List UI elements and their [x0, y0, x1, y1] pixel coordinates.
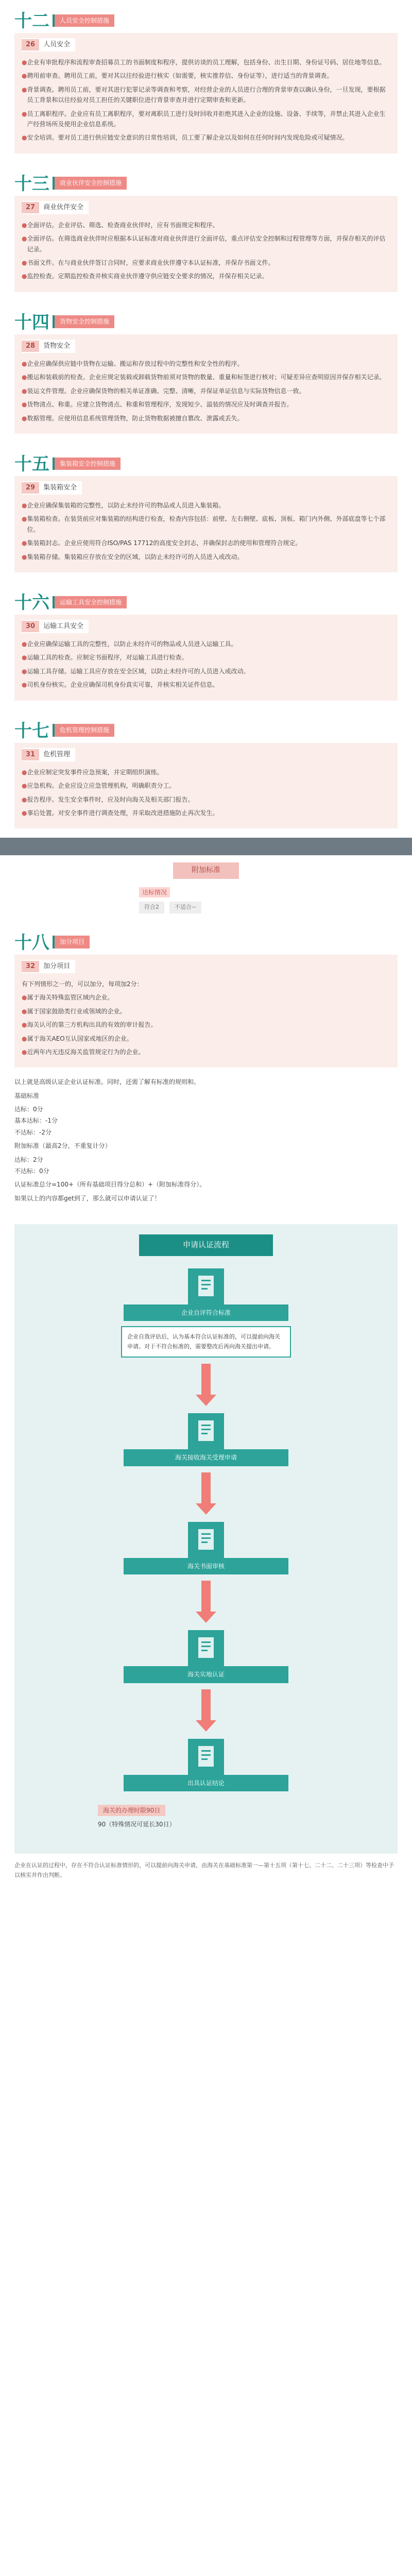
step-icon	[188, 1630, 224, 1666]
sub-title: 人员安全	[43, 41, 71, 48]
bullet-text: 员工离职程序。企业应有员工离职程序，要对离职员工进行及时回收并拒绝其进入企业的设施、设备、手续等，并禁止其进入企业生产经营场所及使用企业信息系统。	[27, 110, 386, 128]
flow-steps	[14, 1268, 398, 1791]
flow-arrow-shaft	[201, 1689, 211, 1720]
sub-header	[22, 340, 75, 353]
step-icon	[188, 1413, 224, 1449]
flow-step-4: 出具认证结论	[124, 1775, 288, 1791]
bullet-dot-icon: ●	[22, 59, 27, 66]
bullet-text: 全面评估。企业评估、筛选、检查商业伙伴时，应有书面规定和程序。	[27, 221, 219, 229]
sub-header	[22, 481, 82, 495]
section-divider	[0, 838, 412, 855]
sub-title: 商业伙伴安全	[43, 203, 84, 211]
bullet-dot-icon: ●	[22, 414, 27, 422]
bullet-item	[22, 386, 390, 396]
sub-number: 28	[22, 341, 39, 352]
bullet-item	[22, 794, 390, 805]
standards-sections	[0, 0, 412, 828]
bullet-text: 运输工具的检查。应制定书面程序，对运输工具进行检查。	[27, 654, 188, 662]
bullet-text: 事后处置。对安全事件进行调查处理，并采取改进措施防止再次发生。	[27, 809, 219, 817]
sub-header	[22, 748, 75, 761]
bullet-dot-icon: ●	[22, 809, 27, 817]
bonus-bullet	[22, 1047, 390, 1057]
additional-status-box	[139, 887, 273, 913]
bullet-text: 运输工具存储。运输工具应存放在安全区域，以防止未经许可的人员进入或改动。	[27, 667, 250, 675]
bullet-dot-icon: ●	[22, 640, 27, 648]
additional-options	[139, 902, 273, 913]
bullet-text: 企业有审批程序和流程审查招募员工的书面制度和程序，提供访谈的员工理解，包括身份、出生日期、身份证号码、居住地等信息。	[27, 59, 386, 66]
sub-number: 29	[22, 482, 39, 494]
final-note: 企业在认证的过程中，存在不符合认证标准情形的，可以提前向海关申请，由海关在基础标准第一—第十五项（第十七、二十二、二十三项）等检查中予以核实并作出判断。	[14, 1861, 394, 1878]
bullet-dot-icon: ●	[22, 539, 27, 547]
section-number: 十八	[14, 932, 49, 953]
bullet-item	[22, 680, 390, 690]
bullet-item	[22, 538, 390, 548]
bullet-item	[22, 57, 390, 67]
section-5	[0, 710, 412, 829]
flow-step-1: 海关接收海关受理申请	[124, 1449, 288, 1466]
down-arrow-icon	[196, 1612, 216, 1623]
section-card	[14, 615, 398, 701]
bullet-text: 近两年内无违反海关监管规定行为的企业。	[27, 1048, 145, 1056]
bullet-text: 企业应确保供应链中货物在运输、搬运和存放过程中的完整性和安全性的程序。	[27, 360, 244, 367]
additional-standard-block	[142, 862, 270, 879]
sub-number: 30	[22, 621, 39, 632]
section-number: 十六	[14, 592, 49, 613]
section-4	[0, 582, 412, 701]
sub-number: 27	[22, 202, 39, 213]
bullet-text: 监控检查。定期监控检查并核实商业伙伴遵守供应链安全要求的情况，并保存相关记录。	[27, 273, 268, 280]
section-card	[14, 33, 398, 154]
bullet-text: 属于海关AEO互认国家或地区的企业。	[27, 1035, 133, 1042]
section-header	[0, 443, 412, 473]
bullet-text: 司机身份核实。企业应确保司机身份真实可靠，并核实相关证件信息。	[27, 681, 219, 689]
bullet-text: 数据管理。应使用信息系统管理货物，防止货物数据被擅自篡改、泄露或丢失。	[27, 414, 244, 422]
bullet-dot-icon: ●	[22, 667, 27, 675]
flow-arrow-shaft	[201, 1472, 211, 1503]
bullet-text: 企业应确保运输工具的完整性，以防止未经许可的物品或人员进入运输工具。	[27, 640, 237, 648]
section-number: 十四	[14, 312, 49, 333]
score-item: 基本达标：-1分	[14, 1117, 58, 1125]
bullet-item	[22, 514, 390, 535]
bullet-dot-icon: ●	[22, 768, 27, 776]
section-header	[0, 163, 412, 193]
bullet-item	[22, 767, 390, 777]
bullet-dot-icon: ●	[22, 1021, 27, 1029]
down-arrow-icon	[196, 1395, 216, 1406]
bullet-text: 搬运和装载前的检查。企业应规定装载或卸载货物前须对货物的数量、重量和标签进行核对；可疑差异应查明原因并保存相关记录。	[27, 374, 386, 381]
bullet-dot-icon: ●	[22, 374, 27, 381]
section-header	[0, 0, 412, 30]
flow-step-2: 海关书面审核	[124, 1558, 288, 1574]
bullet-item	[22, 271, 390, 281]
bullet-dot-icon: ●	[22, 553, 27, 561]
bullet-dot-icon: ●	[22, 654, 27, 662]
section-tag: 商业伙伴安全控制措施	[53, 177, 127, 189]
section-number: 十七	[14, 720, 49, 741]
bullet-item	[22, 372, 390, 382]
section-header	[0, 710, 412, 740]
section-tag: 危机管理控制措施	[53, 724, 114, 736]
bullet-item	[22, 220, 390, 230]
bullet-text: 集装箱封志。企业应使用符合ISO/PAS 17712的高度安全封志，并确保封志的使用和管理符合规定。	[27, 539, 302, 547]
bullet-dot-icon: ●	[22, 134, 27, 142]
bullet-text: 背景调查。聘用员工前，要对其进行犯罪记录等调查和考察，对经营企业的人员进行合理的背景审查以确认身份，一旦发现，要根据员工背景和以往经验对员工担任的关键职位进行背景审查并进行定期审查和更新。	[27, 86, 386, 104]
section-header	[0, 922, 412, 952]
section-header	[0, 301, 412, 331]
section-header	[0, 582, 412, 612]
section-0	[0, 0, 412, 154]
bullet-dot-icon: ●	[22, 387, 27, 395]
bullet-dot-icon: ●	[22, 994, 27, 1002]
bullet-dot-icon: ●	[22, 515, 27, 523]
flow-arrow-shaft	[201, 1581, 211, 1612]
down-arrow-icon	[196, 1720, 216, 1732]
section-card	[14, 196, 398, 292]
bullet-text: 企业应确保集装箱的完整性，以防止未经许可的物品或人员进入集装箱。	[27, 502, 225, 510]
sub-title: 加分项目	[43, 962, 71, 970]
sub-header	[22, 38, 75, 52]
bullet-item	[22, 359, 390, 369]
bullet-item	[22, 552, 390, 562]
section-card	[14, 743, 398, 829]
bullet-text: 集装箱存储。集装箱应存放在安全的区域，以防止未经许可的人员进入或改动。	[27, 553, 244, 561]
closing-text: 如果以上的内容都get到了，那么就可以申请认证了！	[14, 1194, 161, 1202]
bullet-dot-icon: ●	[22, 795, 27, 803]
bullet-item	[22, 500, 390, 511]
bullet-item	[22, 399, 390, 410]
flow-note: 企业自我评估后，认为基本符合认证标准的，可以提前向海关申请。对于不符合标准的，需要整改后再向海关提出申请。	[121, 1326, 291, 1358]
bonus-bullet	[22, 1006, 390, 1016]
bullet-dot-icon: ●	[22, 1048, 27, 1056]
bullet-item	[22, 132, 390, 143]
base-label: 基础标准	[14, 1092, 40, 1099]
sub-header	[22, 620, 89, 633]
section-card	[14, 955, 398, 1067]
bullet-dot-icon: ●	[22, 1035, 27, 1042]
flow-end-row-1	[98, 1805, 314, 1816]
bullet-dot-icon: ●	[22, 502, 27, 510]
sub-title: 集装箱安全	[43, 483, 77, 492]
bullet-item	[22, 71, 390, 81]
sub-title: 危机管理	[43, 750, 71, 758]
flow-step-3: 海关实地认证	[124, 1666, 288, 1683]
section-tag: 人员安全控制措施	[53, 14, 114, 27]
score-item: 达标：2分	[14, 1156, 43, 1163]
section-1	[0, 163, 412, 292]
bullet-dot-icon: ●	[22, 86, 27, 93]
bullet-text: 货物清点、称重。应建立货物清点、称重和管理程序，发现短少、溢装的情况应及时调查并报告。	[27, 401, 293, 409]
bullet-item	[22, 258, 390, 268]
addl-label: 附加标准（最高2分，不重复计分）	[14, 1142, 111, 1150]
sub-number: 31	[22, 749, 39, 760]
step-icon	[188, 1739, 224, 1775]
score-item: 不达标：0分	[14, 1167, 49, 1175]
option-comply: 符合2	[139, 902, 164, 913]
section-2	[0, 301, 412, 434]
bullet-text: 书面文件。在与商业伙伴签订合同时，应要求商业伙伴遵守本认证标准，并保存书面文件。	[27, 259, 274, 267]
section-card	[14, 476, 398, 572]
bonus-bullet	[22, 1020, 390, 1030]
bullet-text: 聘用前审查。聘用员工前，要对其以往经验进行核实（如需要，核实推荐信、身份证等），进行适当的背景调查。	[27, 72, 333, 80]
additional-title: 附加标准	[173, 862, 239, 879]
bullet-item	[22, 109, 390, 130]
bullet-item	[22, 666, 390, 676]
bullet-item	[22, 808, 390, 818]
section-tag: 集装箱安全控制措施	[53, 457, 121, 470]
bullet-text: 安全培训。要对员工进行供应链安全意识的日常性培训，员工要了解企业以及如何在任何时间内发现危险或可疑情况。	[27, 134, 349, 142]
time-extension-text: 90（特殊情况可延长30日）	[98, 1821, 176, 1828]
section-bonus	[0, 922, 412, 1067]
flow-title: 申请认证流程	[139, 1234, 273, 1256]
bullet-item	[22, 413, 390, 423]
option-not-applicable: 不适合~	[169, 902, 201, 913]
time-limit-tag: 海关的办理时限90日	[98, 1805, 165, 1816]
bonus-intro-text: 有下列情形之一的，可以加分，每项加2分：	[22, 980, 143, 988]
bonus-bullet	[22, 1033, 390, 1044]
bullet-text: 属于国家鼓励类行业或领域的企业。	[27, 1007, 126, 1015]
bullet-text: 集装箱检查。在装货前应对集装箱的结构进行检查，检查内容包括：前壁、左右侧壁、底板、顶板、箱门内外侧、外部底盘等七个部位。	[27, 515, 386, 533]
bonus-bullets	[22, 992, 390, 1057]
bullet-dot-icon: ●	[22, 72, 27, 80]
bullet-dot-icon: ●	[22, 681, 27, 689]
summary-intro: 以上就是高级认证企业认证标准。同时，还需了解有标准的规则和。	[14, 1078, 200, 1086]
section-tag: 货物安全控制措施	[53, 315, 114, 328]
bullet-dot-icon: ●	[22, 110, 27, 117]
bullet-dot-icon: ●	[22, 360, 27, 367]
bullet-dot-icon: ●	[22, 1007, 27, 1015]
sub-number: 32	[22, 961, 39, 972]
section-tag: 加分项目	[53, 936, 90, 948]
section-3	[0, 443, 412, 572]
bullet-text: 属于海关特殊监管区域内企业。	[27, 994, 114, 1002]
bullet-dot-icon: ●	[22, 259, 27, 267]
section-number: 十五	[14, 453, 49, 474]
bullet-dot-icon: ●	[22, 235, 27, 243]
bullet-dot-icon: ●	[22, 782, 27, 790]
section-card	[14, 334, 398, 434]
step-icon	[188, 1268, 224, 1304]
sub-header	[22, 960, 75, 973]
bullet-text: 企业应制定突发事件应急预案，并定期组织演练。	[27, 768, 163, 776]
bullet-item	[22, 639, 390, 649]
summary-block	[0, 1077, 412, 1204]
section-tag: 运输工具安全控制措施	[53, 596, 127, 608]
section-number: 十二	[14, 11, 49, 31]
bullet-text: 全面评估。在筛选商业伙伴时应根据本认证标准对商业伙伴进行全面评估，重点评估安全控制和过程管理等方面，并保存相关的评估记录。	[27, 235, 386, 253]
bullet-text: 海关认可的第三方机构出具的有效的审计报告。	[27, 1021, 157, 1029]
flow-end	[98, 1805, 314, 1830]
bullet-dot-icon: ●	[22, 273, 27, 280]
bullet-dot-icon: ●	[22, 221, 27, 229]
flow-arrow-shaft	[201, 1364, 211, 1395]
section-number: 十三	[14, 173, 49, 194]
addl-items	[14, 1155, 398, 1177]
base-items	[14, 1104, 398, 1138]
flow-end-row-2	[98, 1819, 314, 1829]
down-arrow-icon	[196, 1503, 216, 1515]
bonus-intro	[22, 979, 390, 989]
sub-header	[22, 201, 89, 214]
bullet-item	[22, 84, 390, 106]
additional-row: 达标情况	[139, 887, 170, 897]
step-icon	[188, 1522, 224, 1558]
flow-step-0: 企业自评符合标准	[124, 1304, 288, 1321]
application-flow	[14, 1224, 398, 1854]
sub-title: 货物安全	[43, 342, 71, 350]
bullet-text: 报告程序。发生安全事件时，应及时向海关及相关部门报告。	[27, 795, 194, 803]
formula: 认证标准总分=100+（所有基础项目得分总和）+（附加标准得分）。	[14, 1181, 206, 1189]
bullet-item	[22, 652, 390, 663]
bullet-text: 装运文件管理。企业应确保货物的相关单证准确、完整、清晰，并保证单证信息与实际货物信息一致。	[27, 387, 305, 395]
score-item: 达标：0分	[14, 1106, 43, 1113]
bullet-text: 应急机构。企业应设立应急管理机构，明确职责分工。	[27, 782, 176, 790]
sub-title: 运输工具安全	[43, 622, 84, 630]
bonus-bullet	[22, 992, 390, 1003]
sub-number: 26	[22, 39, 39, 50]
bullet-item	[22, 233, 390, 255]
score-item: 不达标：-2分	[14, 1128, 52, 1136]
bullet-dot-icon: ●	[22, 401, 27, 409]
bullet-item	[22, 781, 390, 791]
